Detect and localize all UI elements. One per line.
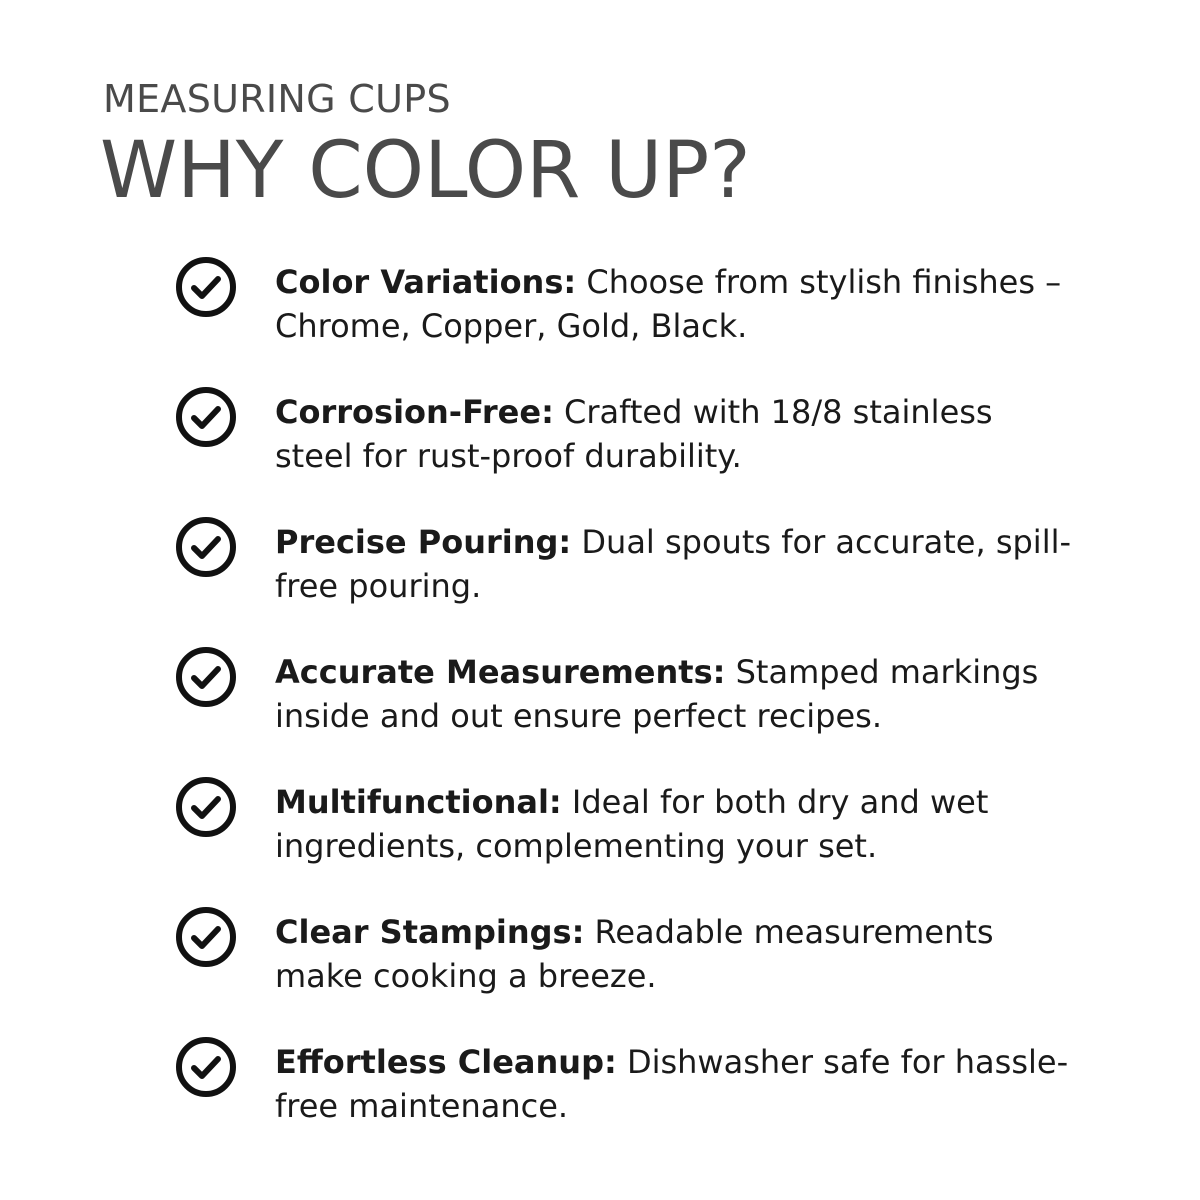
feature-item — [174, 255, 1074, 385]
feature-label: Precise Pouring: — [275, 523, 572, 561]
feature-label: Accurate Measurements: — [275, 653, 726, 691]
check-circle-icon — [174, 255, 238, 319]
feature-description: Choose from stylish finishes – Chrome, Copper, Gold, Black. — [275, 263, 1062, 345]
feature-text — [275, 520, 1075, 608]
feature-text — [275, 260, 1075, 348]
feature-text — [275, 650, 1075, 738]
feature-item — [174, 385, 1074, 515]
feature-description: Readable measurements make cooking a breeze. — [275, 913, 994, 995]
feature-text — [275, 780, 1075, 868]
feature-item — [174, 775, 1074, 905]
feature-label: Clear Stampings: — [275, 913, 585, 951]
feature-label: Effortless Cleanup: — [275, 1043, 617, 1081]
feature-label: Multifunctional: — [275, 783, 562, 821]
feature-list — [174, 255, 1074, 1165]
check-circle-icon — [174, 1035, 238, 1099]
feature-item — [174, 645, 1074, 775]
feature-item — [174, 905, 1074, 1035]
feature-description: Dishwasher safe for hassle-free maintenance. — [275, 1043, 1069, 1125]
page-title: WHY COLOR UP? — [100, 126, 751, 216]
feature-description: Stamped markings inside and out ensure perfect recipes. — [275, 653, 1039, 735]
feature-item — [174, 515, 1074, 645]
feature-item — [174, 1035, 1074, 1165]
feature-text — [275, 1040, 1075, 1128]
check-circle-icon — [174, 905, 238, 969]
check-circle-icon — [174, 515, 238, 579]
check-circle-icon — [174, 385, 238, 449]
feature-label: Color Variations: — [275, 263, 577, 301]
feature-description: Ideal for both dry and wet ingredients, complementing your set. — [275, 783, 989, 865]
feature-label: Corrosion-Free: — [275, 393, 554, 431]
feature-text — [275, 910, 1075, 998]
page-subtitle: MEASURING CUPS — [103, 77, 451, 121]
feature-text — [275, 390, 1075, 478]
feature-description: Dual spouts for accurate, spill-free pouring. — [275, 523, 1072, 605]
check-circle-icon — [174, 775, 238, 839]
feature-description: Crafted with 18/8 stainless steel for rust-proof durability. — [275, 393, 993, 475]
check-circle-icon — [174, 645, 238, 709]
